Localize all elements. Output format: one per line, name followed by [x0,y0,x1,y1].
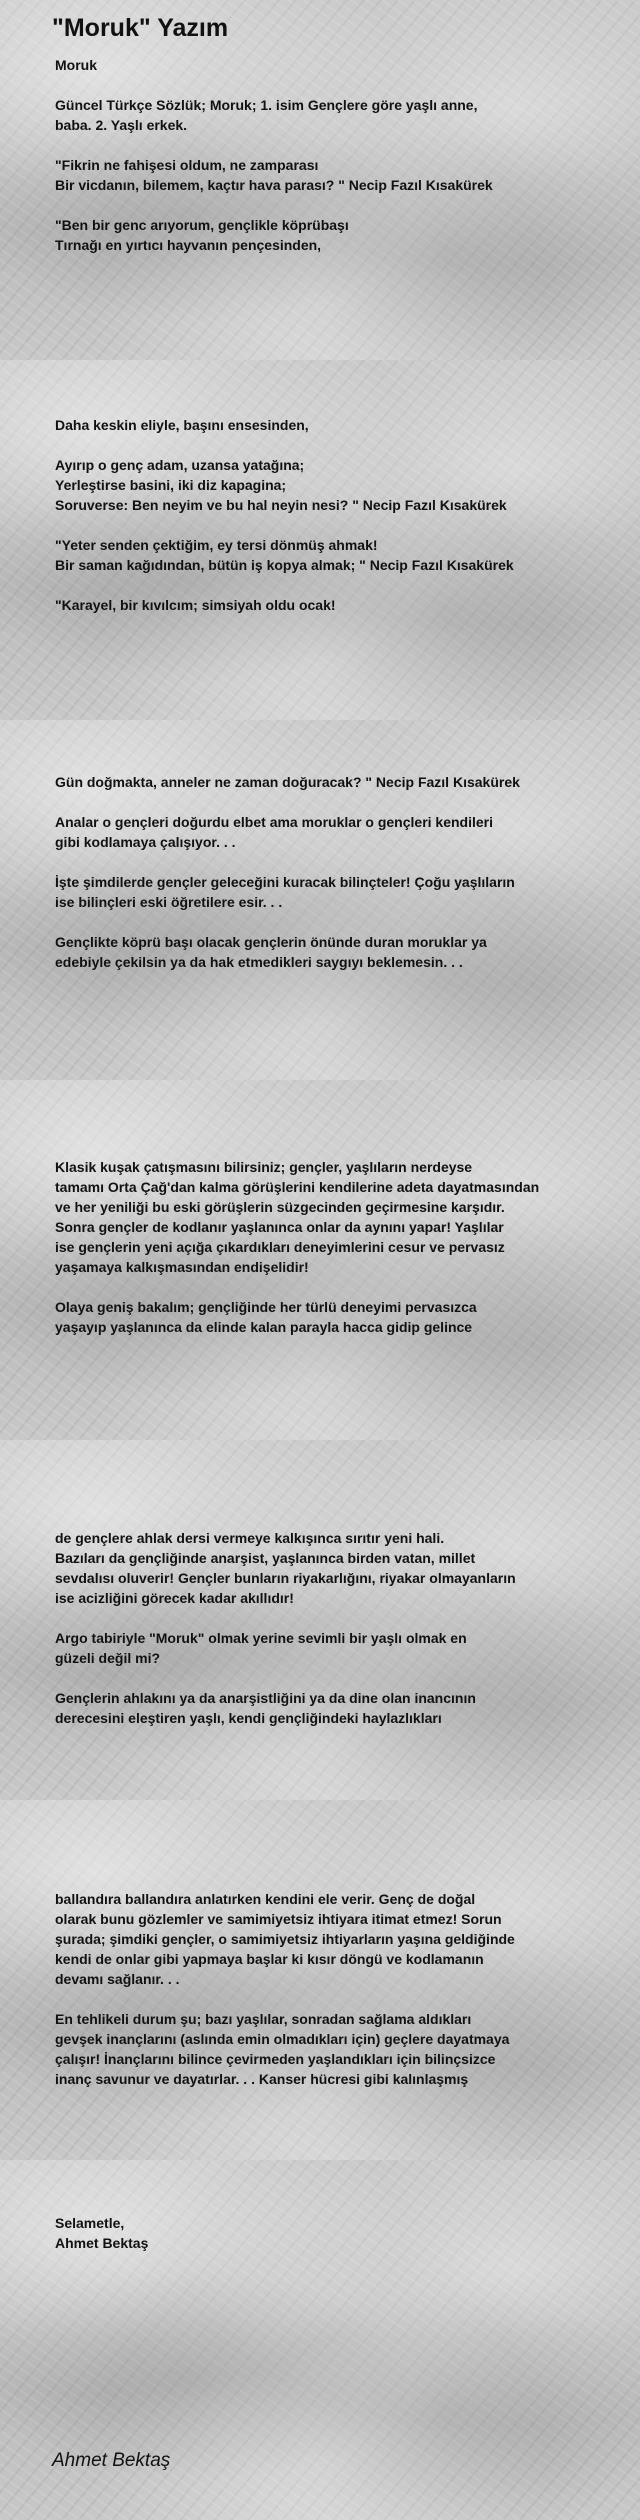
poem-paragraph [55,55,615,75]
text-line: güzeli değil mi? [55,1650,161,1666]
text-line: derecesini eleştiren yaşlı, kendi gençliğindeki haylazlıkları [55,1710,442,1726]
text-line: ballandıra ballandıra anlatırken kendini ele verir. Genç de doğal [55,1891,476,1907]
poem-paragraph [55,772,615,792]
panel-text [55,1157,615,1357]
text-line: inanç savunur ve dayatırlar. . . Kanser hücresi gibi kalınlaşmış [55,2071,469,2087]
text-line: olarak bunu gözlemler ve samimiyetsiz ihtiyara itimat etmez! Sorun [55,1911,502,1927]
poem-paragraph [55,1628,615,1668]
text-line: İşte şimdilerde gençler geleceğini kuracak bilinçteler! Çoğu yaşlıların [55,874,515,890]
text-line: de gençlere ahlak dersi vermeye kalkışınca sırıtır yeni hali. [55,1530,445,1546]
text-line: Ayırıp o genç adam, uzansa yatağına; [55,457,305,473]
text-line: Gençlerin ahlakını ya da anarşistliğini ya da dine olan inancının [55,1690,476,1706]
text-line: ise bilinçleri eski öğretilere esir. . . [55,894,283,910]
text-line: sevdalısı oluverir! Gençler bunların riyakarlığını, riyakar olmayanların [55,1570,516,1586]
text-line: gevşek inançlarını (aslında emin olmadıkları için) geçlere dayatmaya [55,2031,510,2047]
poem-paragraph [55,595,615,615]
poem-paragraph [55,872,615,912]
panel-text [55,1889,615,2109]
text-line: gibi kodlamaya çalışıyor. . . [55,834,236,850]
text-line: tamamı Orta Çağ'dan kalma görüşlerini kendilerine adeta dayatmasından [55,1179,540,1195]
panel-5 [0,1440,640,1800]
text-line: Moruk [55,57,97,73]
poem-paragraph [55,155,615,195]
panel-text [55,2213,615,2273]
author-signature: Ahmet Bektaş [52,2450,171,2471]
text-line: ve her yeniliği bu eski görüşlerin süzgecinden geçirmesine karşıdır. [55,1199,505,1215]
poem-paragraph [55,535,615,575]
panel-text [55,55,615,275]
poem-paragraph [55,95,615,135]
text-line: ise acizliğini görecek kadar akıllıdır! [55,1590,294,1606]
text-line: Analar o gençleri doğurdu elbet ama moruklar o gençleri kendileri [55,814,494,830]
panel-text [55,1528,615,1748]
poem-paragraph [55,455,615,515]
text-line: Selametle, [55,2215,125,2231]
text-line: "Yeter senden çektiğim, ey tersi dönmüş ahmak! [55,537,378,553]
text-line: "Ben bir genc arıyorum, gençlikle köprübaşı [55,217,349,233]
text-line: Gün doğmakta, anneler ne zaman doğuracak? " Necip Fazıl Kısakürek [55,774,520,790]
text-line: yaşayıp yaşlanınca da elinde kalan parayla hacca gidip gelince [55,1319,473,1335]
page-title: "Moruk" Yazım [52,14,229,42]
panel-7 [0,2160,640,2520]
text-line: Yerleştirse basini, iki diz kapagina; [55,477,287,493]
text-line: edebiyle çekilsin ya da hak etmedikleri saygıyı beklemesin. . . [55,954,463,970]
text-line: Olaya geniş bakalım; gençliğinde her türlü deneyimi pervasızca [55,1299,477,1315]
poem-paragraph [55,415,615,435]
panel-6 [0,1800,640,2160]
text-line: Bazıları da gençliğinde anarşist, yaşlanınca birden vatan, millet [55,1550,476,1566]
poem-paragraph [55,215,615,255]
poem-paragraph [55,1889,615,1989]
poem-paragraph [55,812,615,852]
text-line: kendi de onlar gibi yapmaya başlar ki kısır döngü ve kodlamanın [55,1951,484,1967]
text-line: çalışır! İnançlarını bilince çevirmeden yaşlandıkları için bilinçsizce [55,2051,496,2067]
poem-paragraph [55,1157,615,1277]
poem-paragraph [55,932,615,972]
poem-paragraph [55,1688,615,1728]
panel-1 [0,0,640,360]
text-line: devamı sağlanır. . . [55,1971,180,1987]
text-line: Ahmet Bektaş [55,2235,149,2251]
text-line: Bir saman kağıdından, bütün iş kopya almak; " Necip Fazıl Kısakürek [55,557,514,573]
text-line: Bir vicdanın, bilemem, kaçtır hava parası? " Necip Fazıl Kısakürek [55,177,493,193]
text-line: "Karayel, bir kıvılcım; simsiyah oldu ocak! [55,597,336,613]
text-line: baba. 2. Yaşlı erkek. [55,117,188,133]
text-line: Tırnağı en yırtıcı hayvanın pençesinden, [55,237,322,253]
text-line: şurada; şimdiki gençler, o samimiyetsiz ihtiyarların yaşına geldiğinde [55,1931,515,1947]
text-line: Klasik kuşak çatışmasını bilirsiniz; gençler, yaşlıların nerdeyse [55,1159,473,1175]
panel-4 [0,1080,640,1440]
poem-paragraph [55,2009,615,2089]
text-line: Sonra gençler de kodlanır yaşlanınca onlar da aynını yapar! Yaşlılar [55,1219,504,1235]
text-line: Güncel Türkçe Sözlük; Moruk; 1. isim Gençlere göre yaşlı anne, [55,97,478,113]
text-line: yaşamaya kalkışmasından endişelidir! [55,1259,309,1275]
panel-text [55,415,615,635]
text-line: ise gençlerin yeni açığa çıkardıkları deneyimlerini cesur ve pervasız [55,1239,505,1255]
panel-2 [0,360,640,720]
text-line: Argo tabiriyle "Moruk" olmak yerine sevimli bir yaşlı olmak en [55,1630,467,1646]
text-line: Daha keskin eliyle, başını ensesinden, [55,417,309,433]
text-line: En tehlikeli durum şu; bazı yaşlılar, sonradan sağlama aldıkları [55,2011,472,2027]
text-line: Soruverse: Ben neyim ve bu hal neyin nesi? " Necip Fazıl Kısakürek [55,497,507,513]
panel-text [55,772,615,992]
text-line: Gençlikte köprü başı olacak gençlerin önünde duran moruklar ya [55,934,487,950]
text-line: "Fikrin ne fahişesi oldum, ne zamparası [55,157,319,173]
poem-paragraph [55,1297,615,1337]
poem-paragraph [55,2213,615,2253]
poem-paragraph [55,1528,615,1608]
panel-3 [0,720,640,1080]
